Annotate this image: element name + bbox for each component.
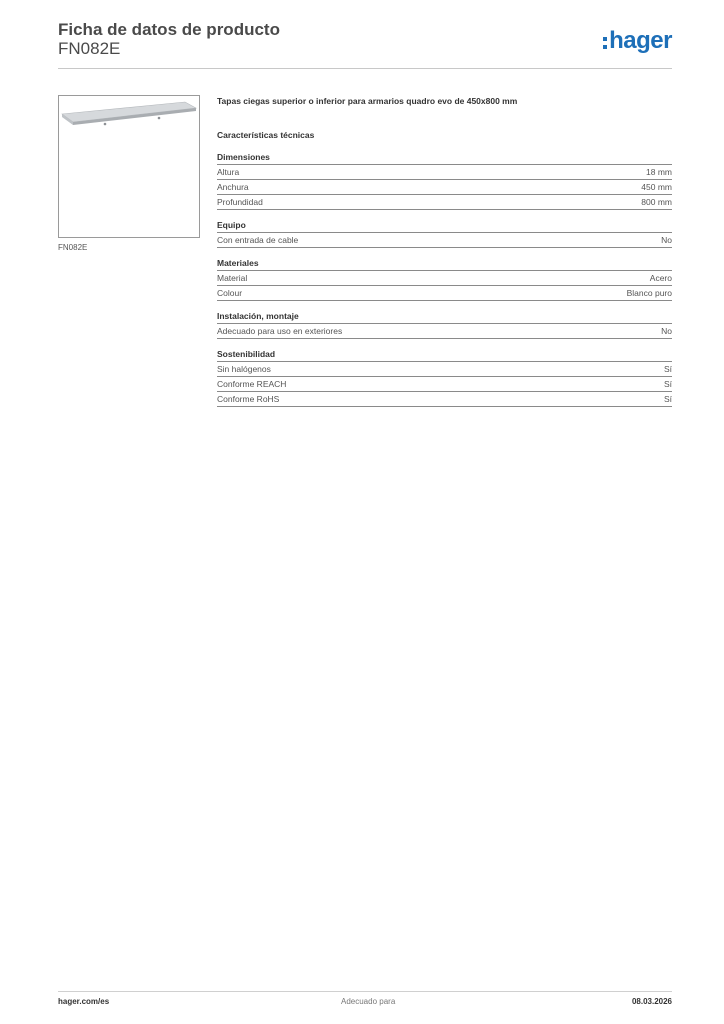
spec-value: Sí <box>663 379 672 389</box>
spec-row <box>217 286 672 301</box>
spec-row <box>217 324 672 339</box>
page-title: Ficha de datos de producto <box>58 20 280 39</box>
product-description: Tapas ciegas superior o inferior para armarios quadro evo de 450x800 mm <box>217 96 518 106</box>
product-image-caption: FN082E <box>58 243 88 252</box>
spec-label: Sin halógenos <box>217 364 271 374</box>
hager-logo <box>603 26 672 56</box>
spec-row <box>217 362 672 377</box>
spec-group <box>217 256 672 301</box>
spec-value: 450 mm <box>641 182 672 192</box>
spec-group <box>217 309 672 339</box>
spec-groups <box>217 150 672 407</box>
spec-value: No <box>661 326 672 336</box>
spec-label: Altura <box>217 167 240 177</box>
spec-content <box>217 94 672 407</box>
spec-row <box>217 233 672 248</box>
spec-label: Con entrada de cable <box>217 235 299 245</box>
spec-group-title: Materiales <box>217 256 672 271</box>
spec-value: Acero <box>649 273 672 283</box>
spec-group-title: Sostenibilidad <box>217 347 672 362</box>
footer-center-text: Adecuado para <box>341 997 396 1006</box>
spec-label: Conforme REACH <box>217 379 287 389</box>
spec-group <box>217 347 672 407</box>
spec-label: Material <box>217 273 248 283</box>
header-divider <box>58 68 672 69</box>
spec-value: No <box>661 235 672 245</box>
spec-group-title: Instalación, montaje <box>217 309 672 324</box>
spec-group <box>217 218 672 248</box>
spec-row <box>217 392 672 407</box>
spec-label: Anchura <box>217 182 249 192</box>
cover-plate-illustration <box>59 96 199 237</box>
footer-divider <box>58 991 672 992</box>
spec-label: Conforme RoHS <box>217 394 280 404</box>
technical-characteristics-heading: Características técnicas <box>217 130 315 140</box>
page-header <box>58 20 672 70</box>
spec-label: Profundidad <box>217 197 263 207</box>
product-image <box>58 95 200 238</box>
product-code: FN082E <box>58 39 121 58</box>
spec-value: Sí <box>663 394 672 404</box>
spec-row <box>217 377 672 392</box>
spec-value: Blanco puro <box>626 288 672 298</box>
logo-dots-icon <box>603 37 607 49</box>
spec-label: Adecuado para uso en exteriores <box>217 326 343 336</box>
spec-group-title: Dimensiones <box>217 150 672 165</box>
spec-row <box>217 180 672 195</box>
page-footer <box>58 997 672 1011</box>
logo-text: hager <box>609 27 672 54</box>
spec-value: Sí <box>663 364 672 374</box>
spec-group <box>217 150 672 210</box>
spec-label: Colour <box>217 288 243 298</box>
spec-value: 18 mm <box>646 167 672 177</box>
spec-value: 800 mm <box>641 197 672 207</box>
spec-row <box>217 165 672 180</box>
footer-website: hager.com/es <box>58 997 110 1006</box>
spec-row <box>217 271 672 286</box>
spec-group-title: Equipo <box>217 218 672 233</box>
footer-date: 08.03.2026 <box>631 997 672 1006</box>
spec-row <box>217 195 672 210</box>
